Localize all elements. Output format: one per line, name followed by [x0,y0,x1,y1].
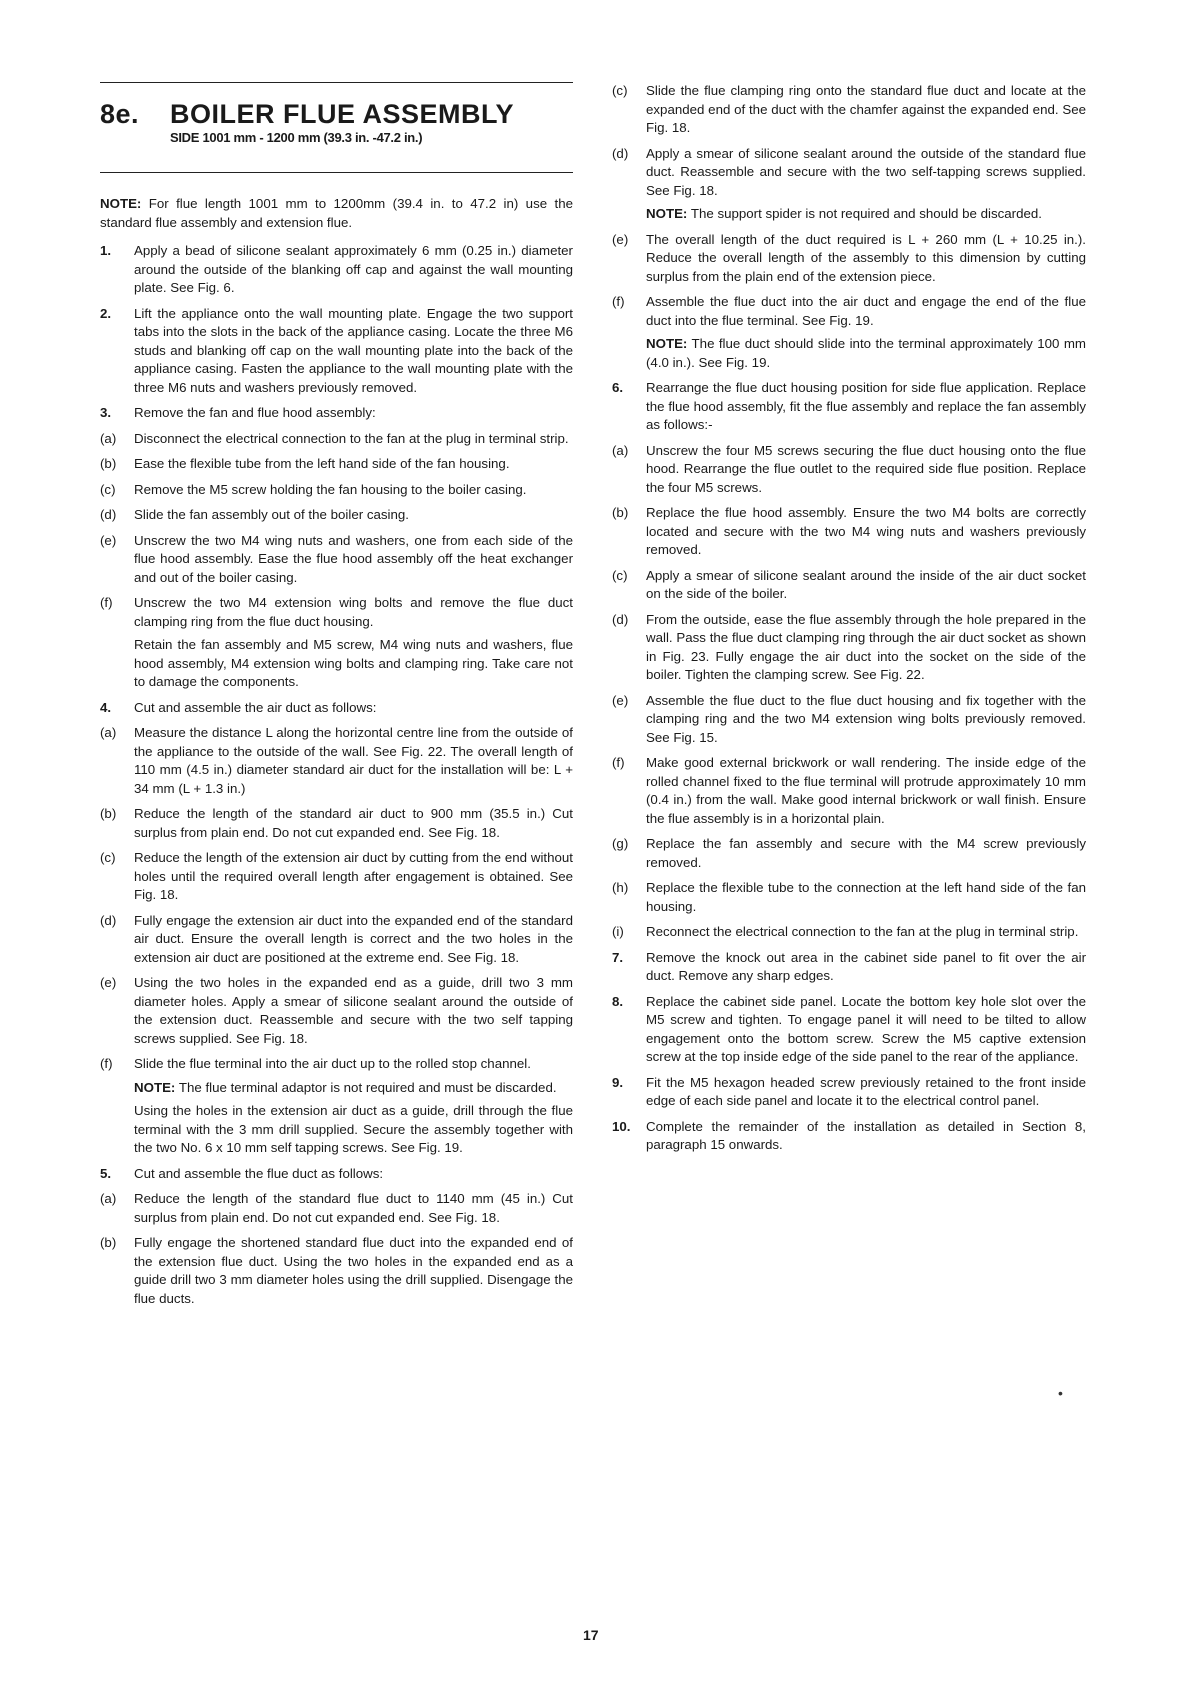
item-text: Remove the fan and flue hood assembly: [134,405,376,420]
instruction-item [100,805,573,842]
section-number: 8e. [100,99,140,129]
item-label: (c) [100,481,116,497]
item-label: (a) [612,442,629,458]
item-label: (f) [100,595,113,610]
item-note [646,205,1086,224]
instruction-item [612,879,1086,916]
instruction-item [612,611,1086,685]
item-label: (d) [612,611,629,627]
item-text: Rearrange the flue duct housing position for side flue application. Replace the flue hood assembly, fit the flue assembly and replace the fan assembly as follows:- [646,380,1086,432]
item-label: 4. [100,699,112,715]
item-label: (f) [100,1056,113,1071]
item-text: Remove the knock out area in the cabinet side panel to fit over the air duct. Remove any sharp edges. [646,949,1086,983]
item-label: (d) [100,507,117,522]
note-label: NOTE: [646,206,688,221]
item-text: Fit the M5 hexagon headed screw previously retained to the front inside edge of each side panel and locate it to the electrical control panel. [646,1074,1086,1108]
item-text: Make good external brickwork or wall rendering. The inside edge of the rolled channel fixed to the flue terminal will protrude approximately 10 mm (0.4 in.) from the wall. Make good internal brickwork or wall finish. Ensure the flue assembly is in a horizontal plain. [646,755,1086,826]
page-title [100,98,514,130]
instruction-item [100,506,573,525]
item-note [134,636,573,692]
right-instruction-list [612,82,1086,1155]
item-text: Apply a bead of silicone sealant approximately 6 mm (0.25 in.) diameter around the outside of the blanking off cap and against the wall mounting plate. See Fig. 6. [134,243,573,295]
item-label: (e) [612,692,629,708]
item-label: (c) [612,567,628,583]
left-column [100,195,573,1315]
item-label: (b) [100,1235,117,1250]
item-text: Slide the flue terminal into the air duct up to the rolled stop channel. [134,1056,531,1071]
item-text: Lift the appliance onto the wall mounting plate. Engage the two support tabs into the slots in the back of the appliance casing. Locate the three M6 studs and blanking off cap on the wall mounting plate into the back of the appliance casing. Fasten the appliance to the wall mounting plate with the three M6 nuts and washers previously removed. [134,305,573,395]
instruction-item [100,305,573,398]
item-label: 5. [100,1165,112,1181]
instruction-item [612,692,1086,748]
item-text: Fully engage the shortened standard flue duct into the expanded end of the extension flue duct. Using the two holes in the expanded end as a guide drill two 3 mm diameter holes using the drill supplied. Disengage the flue ducts. [134,1235,573,1306]
item-label: (a) [100,1191,117,1206]
item-label: (b) [100,806,117,821]
item-text: Ease the flexible tube from the left hand side of the fan housing. [134,456,510,471]
item-label: 1. [100,243,112,258]
instruction-item [612,993,1086,1067]
item-label: (f) [612,294,625,309]
section-heading [100,98,514,146]
intro-note [100,195,573,232]
instruction-item [612,923,1086,942]
item-text: Measure the distance L along the horizontal centre line from the outside of the appliance to the outside of the wall. See Fig. 22. The overall length of 110 mm (4.5 in.) diameter standard air duct for the installation will be: L + 34 mm (L + 1.3 in.) [134,725,573,796]
instruction-item [100,1055,573,1158]
item-text: Slide the fan assembly out of the boiler casing. [134,507,409,522]
note-label: NOTE: [646,336,688,351]
item-label: 6. [612,380,624,395]
item-label: (d) [612,145,629,161]
instruction-item [612,1074,1086,1111]
item-text: Replace the fan assembly and secure with the M4 screw previously removed. [646,836,1086,870]
item-text: Cut and assemble the flue duct as follows: [134,1165,384,1181]
item-text: From the outside, ease the flue assembly through the hole prepared in the wall. Pass the flue duct clamping ring through the air duct socket as shown in Fig. 23. Fully engage the air duct into the socket on the side of the boiler. Tighten the clamping screw. See Fig. 22. [646,611,1086,682]
header-rule [100,172,573,173]
instruction-item [612,754,1086,828]
note-label: NOTE: [100,196,142,211]
item-label: (a) [100,430,117,446]
note-text: The flue terminal adaptor is not required and must be discarded. [178,1079,557,1095]
item-label: (d) [100,912,117,928]
item-text: Reduce the length of the standard air duct to 900 mm (35.5 in.) Cut surplus from plain end. Do not cut expanded end. See Fig. 18. [134,806,573,840]
item-text: Unscrew the two M4 extension wing bolts and remove the flue duct clamping ring from the flue duct housing. [134,595,573,629]
item-label: (f) [612,755,625,770]
instruction-item [100,404,573,423]
item-label: 10. [612,1118,631,1134]
item-label: (a) [100,725,117,740]
item-label: 2. [100,305,112,321]
instruction-item [612,504,1086,560]
instruction-item [612,1118,1086,1155]
instruction-item [100,430,573,449]
top-rule [100,82,573,83]
instruction-item [612,145,1086,224]
item-text: Using the two holes in the expanded end as a guide, drill two 3 mm diameter holes. Apply a smear of silicone sealant around the outside of the extension duct. Reassemble and secure with the two self tapping screws supplied. See Fig. 18. [134,975,573,1046]
instruction-item [100,1234,573,1308]
instruction-item [100,455,573,474]
instruction-item [100,724,573,798]
instruction-item [100,974,573,1048]
instruction-item [612,379,1086,435]
item-label: (e) [100,975,117,990]
note-label: NOTE: [134,1079,176,1095]
item-text: The overall length of the duct required is L + 260 mm (L + 10.25 in.). Reduce the overall length of the assembly to this dimension by cutting surplus from the plain end of the extension piece. [646,231,1086,284]
note-text: Retain the fan assembly and M5 screw, M4 wing nuts and washers, flue hood assembly, M4 extension wing bolts and clamping ring. Take care not to damage the components. [134,637,573,689]
item-text: Unscrew the four M5 screws securing the flue duct housing onto the flue hood. Rearrange the flue outlet to the required side flue position. Replace the four M5 screws. [646,442,1086,495]
instruction-item [612,567,1086,604]
item-label: 8. [612,993,624,1009]
item-text: Apply a smear of silicone sealant around the outside of the standard flue duct. Reassemble and secure with the two self-tapping screws supplied. See Fig. 18. [646,145,1086,198]
item-text: Reconnect the electrical connection to the fan at the plug in terminal strip. [646,924,1079,939]
instruction-item [100,242,573,298]
item-text: Reduce the length of the extension air duct by cutting from the end without holes until the required overall length after engagement is obtained. See Fig. 18. [134,850,573,902]
item-text: Unscrew the two M4 wing nuts and washers, one from each side of the flue hood assembly. Ease the flue hood assembly off the heat exchanger and out of the boiler casing. [134,532,573,585]
item-text: Disconnect the electrical connection to the fan at the plug in terminal strip. [134,430,569,446]
item-text: Reduce the length of the standard flue duct to 1140 mm (45 in.) Cut surplus from plain end. Do not cut expanded end. See Fig. 18. [134,1191,573,1225]
speck-mark: • [1058,1385,1063,1401]
item-label: (i) [612,924,624,939]
note-text: For flue length 1001 mm to 1200mm (39.4 in. to 47.2 in) use the standard flue assembly and extension flue. [100,196,573,230]
instruction-item [612,82,1086,138]
item-label: (c) [612,83,628,98]
item-label: 9. [612,1074,624,1090]
item-text: Replace the flue hood assembly. Ensure the two M4 bolts are correctly located and secure with the two M4 wing nuts and washers previously removed. [646,505,1086,557]
item-note [134,1079,573,1098]
left-instruction-list [100,242,573,1308]
item-text: Remove the M5 screw holding the fan housing to the boiler casing. [134,481,527,497]
instruction-item [612,835,1086,872]
instruction-item [612,231,1086,287]
item-text: Slide the flue clamping ring onto the standard flue duct and locate at the expanded end of the duct with the chamfer against the expanded end. See Fig. 18. [646,83,1086,135]
item-label: (b) [100,456,117,471]
item-text: Replace the cabinet side panel. Locate the bottom key hole slot over the M5 screw and tighten. To engage panel it will need to be tilted to allow engagement onto the bottom screw. Screw the M5 captive extension screw at the top inside edge of the side panel to the rear of the appliance. [646,993,1086,1064]
instruction-item [100,481,573,500]
item-label: (e) [100,532,117,548]
item-text: Fully engage the extension air duct into the expanded end of the standard air duct. Ensure the overall length is correct and the two holes in the extension air duct are positioned at the extreme end. See Fig. 18. [134,912,573,965]
item-text: Replace the flexible tube to the connection at the left hand side of the fan housing. [646,880,1086,914]
item-label: (g) [612,836,629,851]
section-subtitle: SIDE 1001 mm - 1200 mm (39.3 in. -47.2 in.) [170,130,423,145]
page-number: 17 [583,1627,599,1643]
item-label: (e) [612,231,629,247]
item-text: Apply a smear of silicone sealant around the inside of the air duct socket on the side of the boiler. [646,567,1086,601]
item-text: Cut and assemble the air duct as follows: [134,699,377,715]
instruction-item [100,849,573,905]
instruction-item [100,699,573,718]
item-text: Assemble the flue duct into the air duct and engage the end of the flue duct into the flue terminal. See Fig. 19. [646,294,1086,328]
note-text: The flue duct should slide into the terminal approximately 100 mm (4.0 in.). See Fig. 19. [646,336,1086,370]
note-text: The support spider is not required and should be discarded. [690,206,1042,221]
instruction-item [612,293,1086,372]
item-text: Assemble the flue duct to the flue duct housing and fix together with the clamping ring and the two M4 extension wing bolts previously removed. See Fig. 15. [646,692,1086,745]
item-label: (c) [100,850,116,865]
item-note [646,335,1086,372]
instruction-item [612,442,1086,498]
item-text: Complete the remainder of the installation as detailed in Section 8, paragraph 15 onwards. [646,1118,1086,1152]
item-label: (h) [612,880,629,895]
right-column [612,82,1086,1162]
item-label: 7. [612,949,624,965]
instruction-item [100,1190,573,1227]
item-label: 3. [100,405,112,420]
item-note-continued: Using the holes in the extension air duct as a guide, drill through the flue terminal with the 3 mm drill supplied. Secure the assembly together with the two No. 6 x 10 mm self tapping screws. See Fig. 19. [134,1103,573,1155]
instruction-item [100,532,573,588]
instruction-item [100,912,573,968]
instruction-item [100,1165,573,1184]
instruction-item [100,594,573,692]
instruction-item [612,949,1086,986]
section-title: BOILER FLUE ASSEMBLY [170,99,515,129]
item-label: (b) [612,505,629,520]
